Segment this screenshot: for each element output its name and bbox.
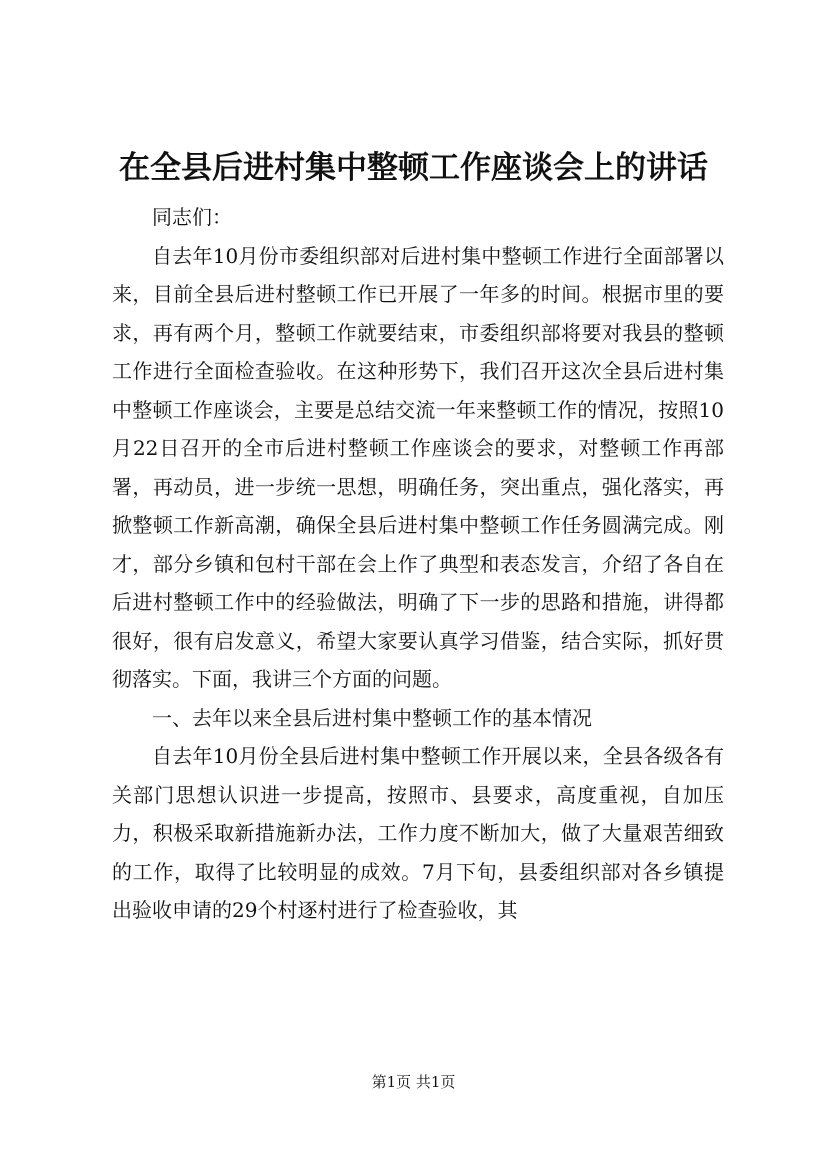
document-title: 在全县后进村集中整顿工作座谈会上的讲话 (119, 150, 708, 186)
page-number-footer: 第1页 共1页 (371, 1073, 456, 1091)
salutation: 同志们： (152, 205, 232, 229)
document-body (112, 198, 724, 930)
section-paragraph: 自去年10月份全县后进村集中整顿工作开展以来，全县各级各有关部门思想认识进一步提高，按照市、县要求，高度重视，自加压力，积极采取新措施新办法，工作力度不断加大，做了大量艰苦细致的工作，取得了比较明显的成效。7月下旬，县委组织部对各乡镇提出验收申请的29个村逐村进行了检查验收，其 (112, 744, 724, 922)
section-heading: 一、去年以来全县后进村集中整顿工作的基本情况 (152, 705, 592, 730)
body-paragraph: 自去年10月份市委组织部对后进村集中整顿工作进行全面部署以来，目前全县后进村整顿工作已开展了一年多的时间。根据市里的要求，再有两个月，整顿工作就要结束，市委组织部将要对我县的整顿工作进行全面检查验收。在这种形势下，我们召开这次全县后进村集中整顿工作座谈会，主要是总结交流一年来整顿工作的情况，按照10月22日召开的全市后进村整顿工作座谈会的要求，对整顿工作再部署，再动员，进一步统一思想，明确任务，突出重点，强化落实，再掀整顿工作新高潮，确保全县后进村集中整顿工作任务圆满完成。刚才，部分乡镇和包村干部在会上作了典型和表态发言，介绍了各自在后进村整顿工作中的经验做法，明确了下一步的思路和措施，讲得都很好，很有启发意义，希望大家要认真学习借鉴，结合实际，抓好贯彻落实。下面，我讲三个方面的问题。 (112, 243, 724, 691)
